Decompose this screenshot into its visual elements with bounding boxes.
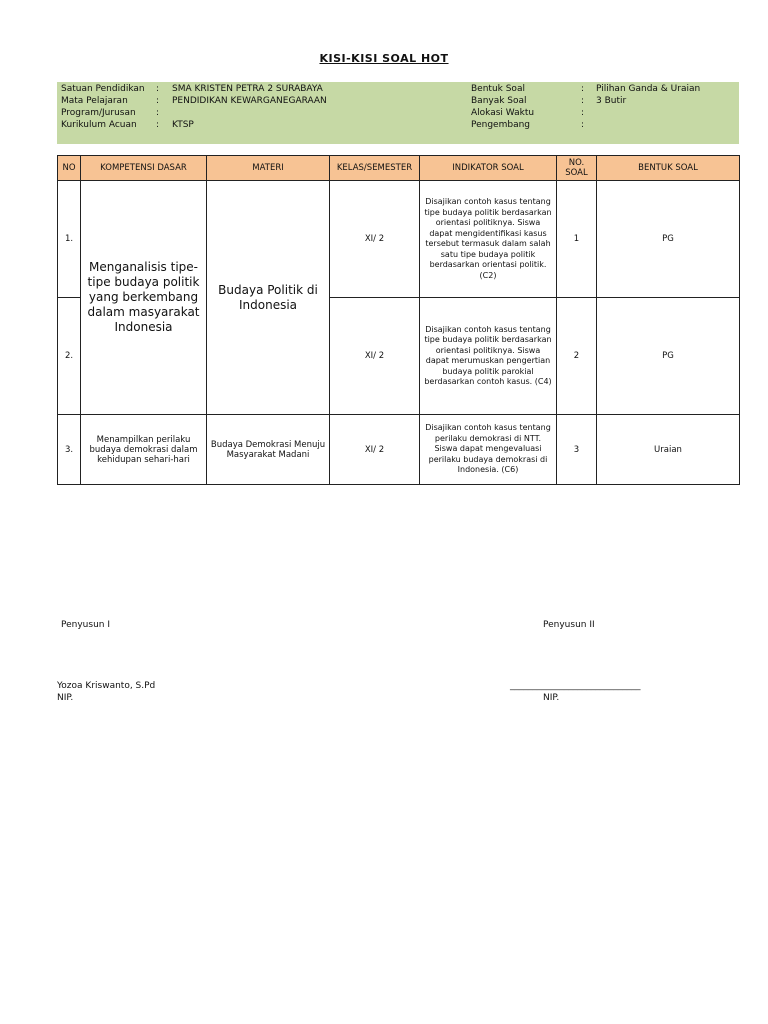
materi-cell: Budaya Politik di Indonesia: [207, 181, 330, 415]
signature-left-nip: NIP.: [57, 693, 74, 703]
info-value: PENDIDIKAN KEWARGANEGARAAN: [172, 96, 327, 106]
header-materi: MATERI: [207, 156, 330, 181]
info-label: Satuan Pendidikan: [61, 84, 145, 94]
table-row: [58, 181, 740, 298]
kisi-kisi-table: [57, 155, 740, 485]
kompetensi-dasar-cell: Menganalisis tipe-tipe budaya politik yang berkembang dalam masyarakat Indonesia: [81, 181, 207, 415]
no-soal-cell: 2: [557, 298, 597, 415]
row-no: 3.: [58, 415, 81, 485]
info-colon: :: [581, 108, 585, 118]
materi-cell: Budaya Demokrasi Menuju Masyarakat Madani: [207, 415, 330, 485]
info-label: Kurikulum Acuan: [61, 120, 137, 130]
bentuk-soal-cell: PG: [597, 181, 740, 298]
indikator-cell: Disajikan contoh kasus tentang perilaku demokrasi di NTT. Siswa dapat mengevaluasi perilaku budaya demokrasi di Indonesia. (C6): [420, 415, 557, 485]
no-soal-cell: 3: [557, 415, 597, 485]
indikator-cell: Disajikan contoh kasus tentang tipe budaya politik berdasarkan orientasi politiknya. Siswa dapat merumuskan pengertian budaya politik parokial berdasarkan contoh kasus. (C4): [420, 298, 557, 415]
signature-right-title: Penyusun II: [543, 620, 595, 630]
info-colon: :: [581, 96, 585, 106]
info-label: Mata Pelajaran: [61, 96, 128, 106]
info-label: Banyak Soal: [471, 96, 527, 106]
info-label: Alokasi Waktu: [471, 108, 535, 118]
row-no: 1.: [58, 181, 81, 298]
info-colon: :: [581, 120, 585, 130]
row-no: 2.: [58, 298, 81, 415]
signature-right-line: _____________________________: [510, 681, 641, 691]
table-row: [58, 415, 740, 485]
kelas-cell: XI/ 2: [330, 415, 420, 485]
signature-left-name: Yozoa Kriswanto, S.Pd: [57, 681, 156, 691]
info-colon: :: [156, 120, 160, 130]
header-no: NO: [58, 156, 81, 181]
info-label: Bentuk Soal: [471, 84, 525, 94]
signature-right-nip: NIP.: [543, 693, 560, 703]
header-indikator-soal: INDIKATOR SOAL: [420, 156, 557, 181]
info-label: Program/Jurusan: [61, 108, 136, 118]
kelas-cell: XI/ 2: [330, 298, 420, 415]
info-colon: :: [581, 84, 585, 94]
info-value: KTSP: [172, 120, 194, 130]
info-colon: :: [156, 108, 160, 118]
info-label: Pengembang: [471, 120, 531, 130]
document-title: KISI-KISI SOAL HOT: [319, 52, 449, 65]
info-value: Pilihan Ganda & Uraian: [596, 84, 701, 94]
kompetensi-dasar-cell: Menampilkan perilaku budaya demokrasi dalam kehidupan sehari-hari: [81, 415, 207, 485]
bentuk-soal-cell: PG: [597, 298, 740, 415]
header-bentuk-soal: BENTUK SOAL: [597, 156, 740, 181]
bentuk-soal-cell: Uraian: [597, 415, 740, 485]
header-no-soal: NO. SOAL: [557, 156, 597, 181]
info-colon: :: [156, 84, 160, 94]
info-box: [57, 82, 739, 144]
info-value: 3 Butir: [596, 96, 627, 106]
kelas-cell: XI/ 2: [330, 181, 420, 298]
signature-left-title: Penyusun I: [61, 620, 110, 630]
info-value: SMA KRISTEN PETRA 2 SURABAYA: [172, 84, 323, 94]
table-header-row: [58, 156, 740, 181]
info-colon: :: [156, 96, 160, 106]
no-soal-cell: 1: [557, 181, 597, 298]
header-kompetensi-dasar: KOMPETENSI DASAR: [81, 156, 207, 181]
indikator-cell: Disajikan contoh kasus tentang tipe budaya politik berdasarkan orientasi politiknya. Siswa dapat mengidentifikasi kasus tersebut termasuk dalam salah satu tipe budaya politik berdasarkan orientasi politik. (C2): [420, 181, 557, 298]
header-kelas-semester: KELAS/SEMESTER: [330, 156, 420, 181]
